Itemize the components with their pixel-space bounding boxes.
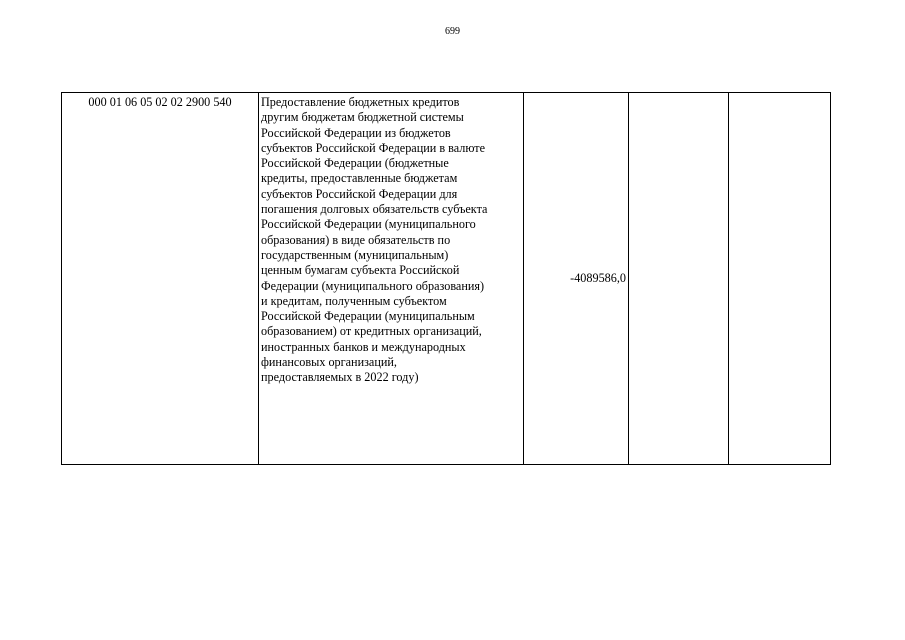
budget-table [61, 92, 831, 465]
indicator-name-line: ценным бумагам субъекта Российской [261, 263, 460, 278]
indicator-name-line: Федерации (муниципального образования) [261, 278, 485, 293]
indicator-name-line: Предоставление бюджетных кредитов [261, 95, 460, 109]
indicator-name-line: другим бюджетам бюджетной системы [261, 110, 464, 125]
indicator-name-line: Российской Федерации (муниципальным [261, 309, 475, 324]
indicator-name-line: субъектов Российской Федерации для [261, 186, 458, 201]
indicator-name-line: образования) в виде обязательств по [261, 232, 451, 247]
indicator-name-line: государственным (муниципальным) [261, 247, 449, 262]
budget-classification-code: 000 01 06 05 02 02 2900 540 [62, 93, 259, 465]
indicator-name-line: погашения долговых обязательств субъекта [261, 202, 488, 217]
indicator-name-line: Российской Федерации (бюджетные [261, 156, 449, 171]
empty-cell [629, 93, 729, 465]
indicator-name-line: иностранных банков и международных [261, 339, 466, 354]
table-row [62, 93, 831, 465]
page-number: 699 [445, 26, 460, 37]
indicator-name-line: предоставляемых в 2022 году) [261, 370, 419, 385]
amount-value: -4089586,0 [524, 93, 629, 465]
indicator-name-line: субъектов Российской Федерации в валюте [261, 140, 485, 155]
indicator-name [259, 93, 524, 465]
empty-cell [729, 93, 831, 465]
indicator-name-line: кредиты, предоставленные бюджетам [261, 171, 458, 186]
indicator-name-line: Российской Федерации из бюджетов [261, 125, 451, 140]
indicator-name-line: образованием) от кредитных организаций, [261, 324, 482, 339]
indicator-name-line: Российской Федерации (муниципального [261, 217, 476, 232]
indicator-name-line: финансовых организаций, [261, 355, 397, 370]
indicator-name-line: и кредитам, полученным субъектом [261, 293, 447, 308]
